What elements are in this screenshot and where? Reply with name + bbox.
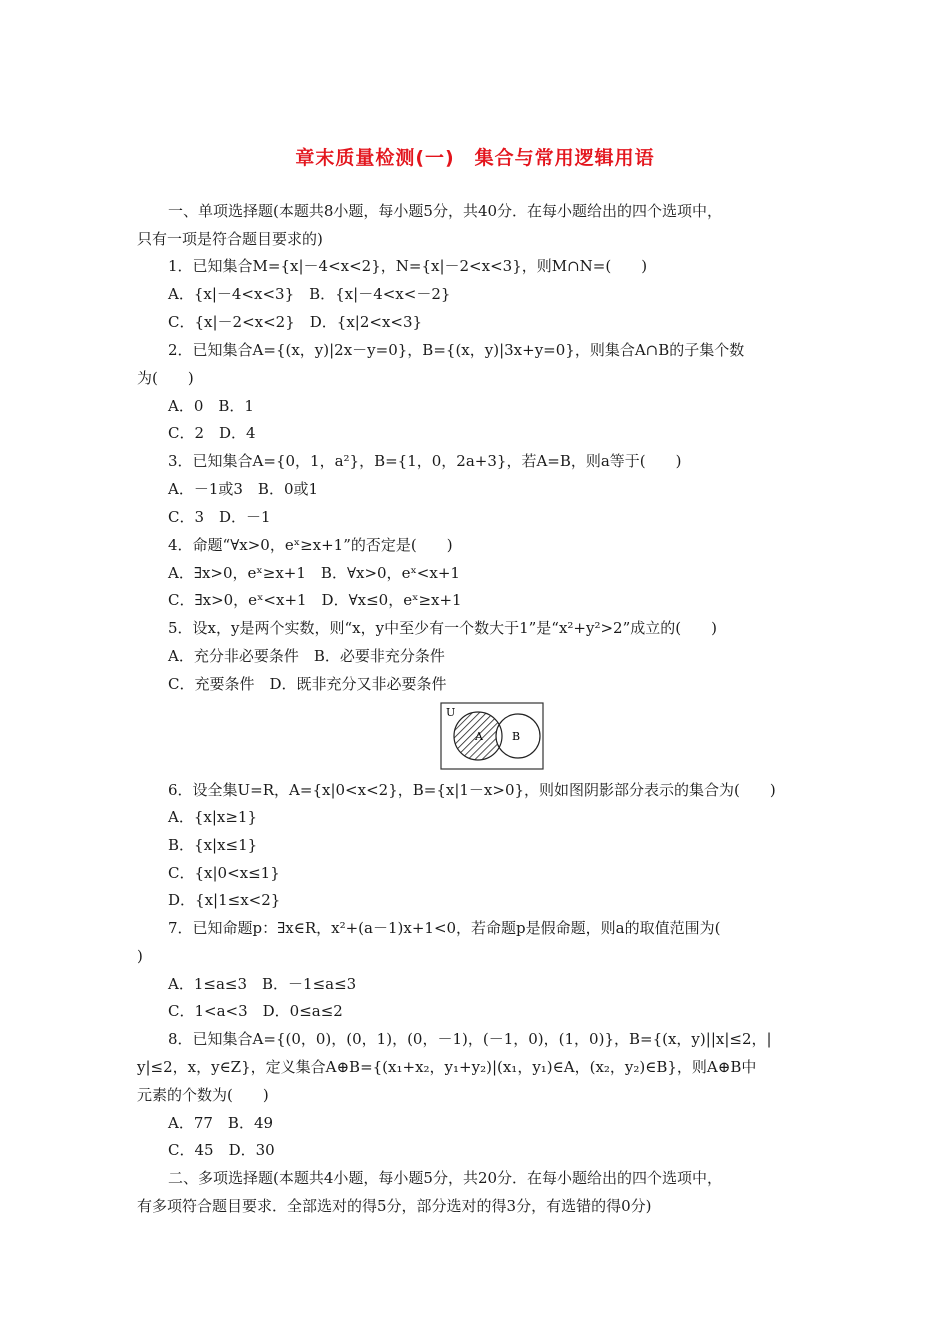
- section-1-heading-cont: 只有一项是符合题目要求的): [137, 230, 323, 248]
- section-2-heading: 二、多项选择题(本题共4小题，每小题5分，共20分．在每小题给出的四个选项中，: [168, 1169, 723, 1187]
- section-1-heading: 一、单项选择题(本题共8小题，每小题5分，共40分．在每小题给出的四个选项中，: [168, 202, 723, 220]
- question-8: 8．已知集合A={(0，0)，(0，1)，(0，－1)，(－1，0)，(1，0)}，B={(x，y)||x|≤2，|: [168, 1030, 772, 1048]
- question-6: 6．设全集U=R，A={x|0<x<2}，B={x|1－x>0}，则如图阴影部分表示的集合为( ): [168, 781, 776, 799]
- q2-options-cd: C．2 D．4: [168, 424, 256, 442]
- q3-options-ab: A．－1或3 B．0或1: [168, 480, 319, 498]
- question-3: 3．已知集合A={0，1，a²}，B={1，0，2a+3}，若A=B，则a等于( ): [168, 452, 682, 470]
- q1-options-ab: A．{x|－4<x<3} B．{x|－4<x<－2}: [168, 285, 451, 303]
- set-b-label: B: [512, 730, 521, 743]
- q3-options-cd: C．3 D．－1: [168, 508, 271, 526]
- q4-options-ab: A．∃x>0，eˣ≥x+1 B．∀x>0，eˣ<x+1: [168, 564, 460, 582]
- venn-diagram: [440, 702, 544, 770]
- q7-options-ab: A．1≤a≤3 B．－1≤a≤3: [168, 975, 357, 993]
- q8-options-ab: A．77 B．49: [168, 1114, 274, 1132]
- q1-options-cd: C．{x|－2<x<2} D．{x|2<x<3}: [168, 313, 423, 331]
- question-2-cont: 为( ): [137, 369, 194, 387]
- question-1: 1．已知集合M={x|－4<x<2}，N={x|－2<x<3}，则M∩N=( ): [168, 257, 648, 275]
- universe-label: U: [446, 706, 456, 719]
- q6-option-d: D．{x|1≤x<2}: [168, 891, 281, 909]
- question-7: 7．已知命题p：∃x∈R，x²+(a－1)x+1<0，若命题p是假命题，则a的取值范围为(: [168, 919, 721, 937]
- question-4: 4．命题“∀x>0，eˣ≥x+1”的否定是( ): [168, 536, 453, 554]
- q5-options-ab: A．充分非必要条件 B．必要非充分条件: [168, 647, 445, 665]
- q4-options-cd: C．∃x>0，eˣ<x+1 D．∀x≤0，eˣ≥x+1: [168, 591, 462, 609]
- q6-option-b: B．{x|x≤1}: [168, 836, 258, 854]
- question-8-cont: y|≤2，x，y∈Z}，定义集合A⊕B={(x₁+x₂，y₁+y₂)|(x₁，y₁)∈A，(x₂，y₂)∈B}，则A⊕B中: [137, 1058, 757, 1076]
- q5-options-cd: C．充要条件 D．既非充分又非必要条件: [168, 675, 447, 693]
- question-8-cont-2: 元素的个数为( ): [137, 1086, 269, 1104]
- question-2: 2．已知集合A={(x，y)|2x－y=0}，B={(x，y)|3x+y=0}，则集合A∩B的子集个数: [168, 341, 745, 359]
- question-7-cont: ): [137, 947, 143, 965]
- q6-option-c: C．{x|0<x≤1}: [168, 864, 280, 882]
- set-a-label: A: [475, 730, 483, 743]
- q2-options-ab: A．0 B．1: [168, 397, 254, 415]
- question-5: 5．设x，y是两个实数，则“x，y中至少有一个数大于1”是“x²+y²>2”成立的( ): [168, 619, 717, 637]
- q7-options-cd: C．1<a<3 D．0≤a≤2: [168, 1002, 343, 1020]
- section-2-heading-cont: 有多项符合题目要求．全部选对的得5分，部分选对的得3分，有选错的得0分): [137, 1197, 652, 1215]
- q8-options-cd: C．45 D．30: [168, 1141, 275, 1159]
- q6-option-a: A．{x|x≥1}: [168, 808, 258, 826]
- page-title: 章末质量检测(一) 集合与常用逻辑用语: [295, 147, 655, 169]
